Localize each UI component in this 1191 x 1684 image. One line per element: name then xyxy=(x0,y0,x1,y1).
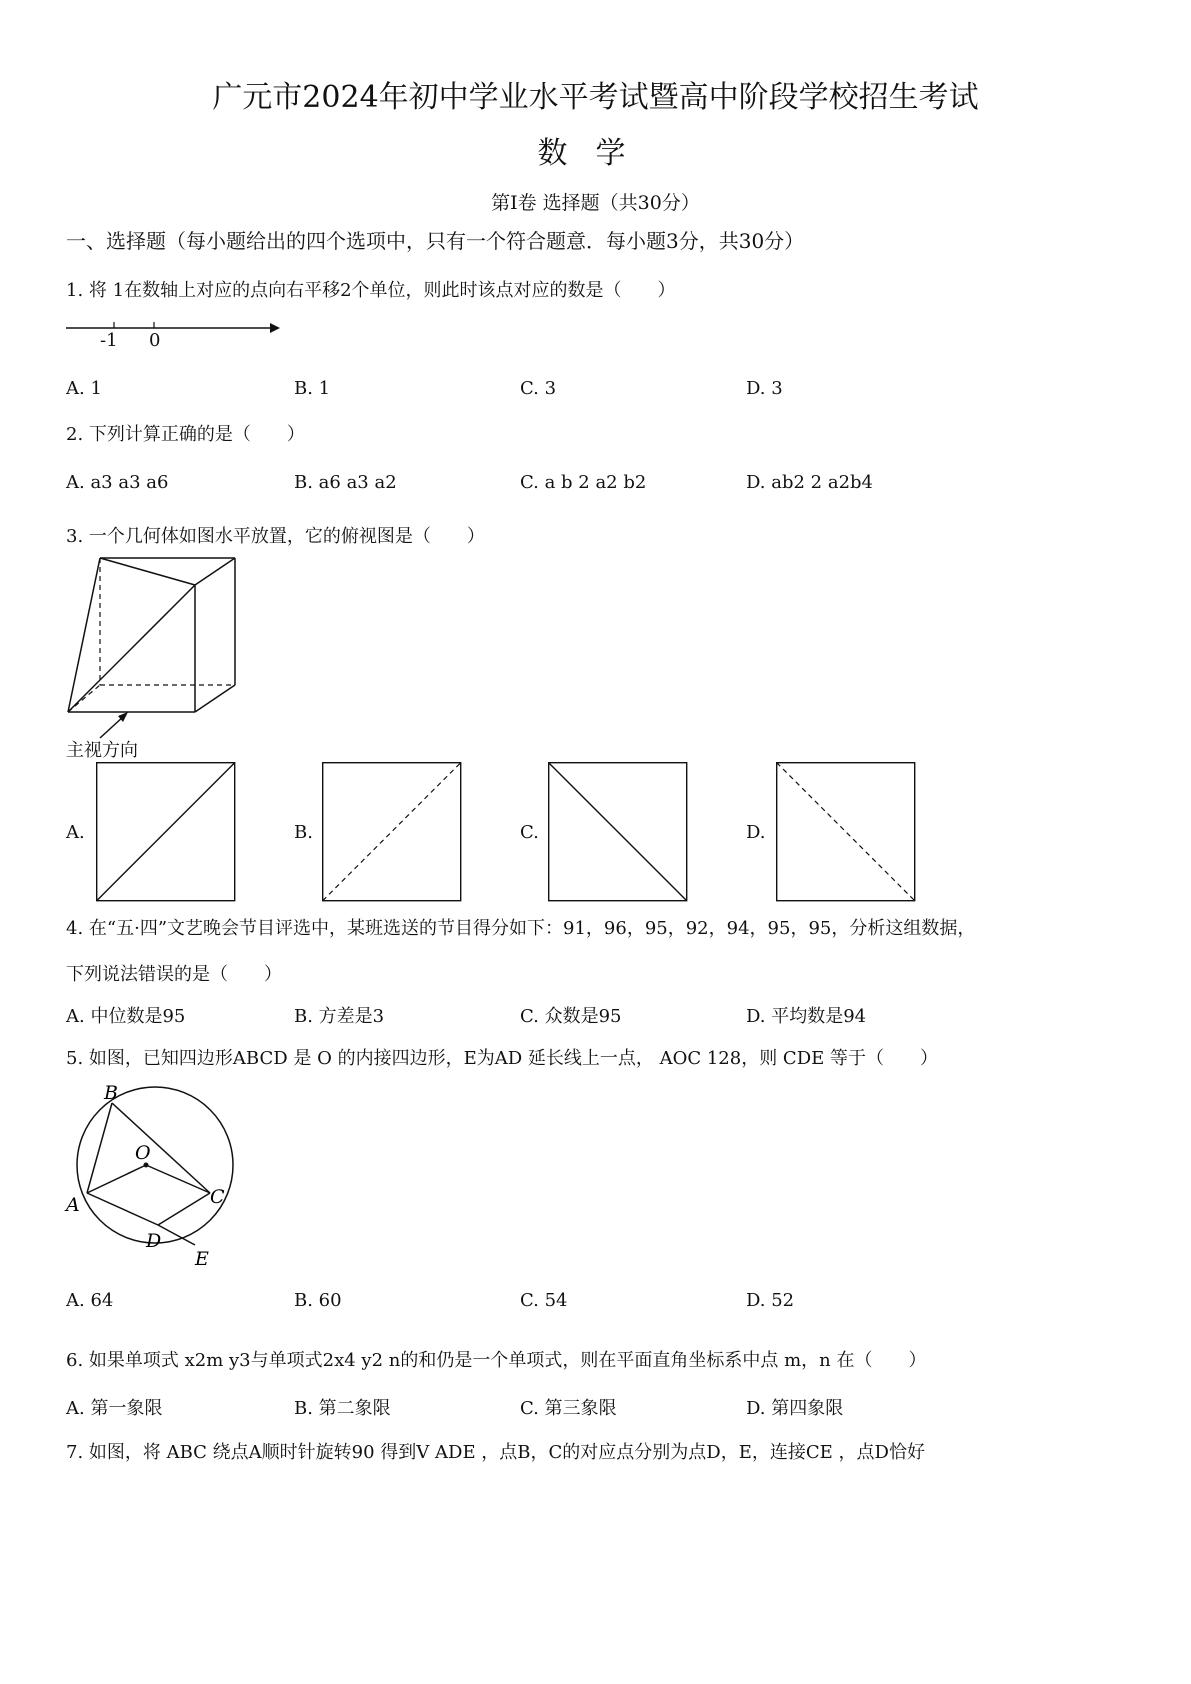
q5-option-b: B. 60 xyxy=(294,1290,342,1311)
question-2-stem: 2. 下列计算正确的是（ ） xyxy=(66,424,305,445)
q6-option-c: C. 第三象限 xyxy=(520,1398,617,1419)
label-o: O xyxy=(135,1142,151,1164)
page-title: 广元市2024年初中学业水平考试暨高中阶段学校招生考试 xyxy=(212,80,979,115)
q3-option-a-figure xyxy=(96,762,236,902)
q5-option-c: C. 54 xyxy=(520,1290,568,1311)
q6-option-d: D. 第四象限 xyxy=(746,1398,844,1419)
label-e: E xyxy=(195,1248,209,1270)
q1-option-b: B. 1 xyxy=(294,378,331,399)
label-b: B xyxy=(104,1082,118,1104)
label-a: A xyxy=(66,1194,80,1216)
q6-option-b: B. 第二象限 xyxy=(294,1398,391,1419)
q6-option-a: A. 第一象限 xyxy=(66,1398,163,1419)
q5-option-d: D. 52 xyxy=(746,1290,795,1311)
q4-option-d: D. 平均数是94 xyxy=(746,1006,867,1027)
q5-option-a: A. 64 xyxy=(66,1290,114,1311)
q2-option-c: C. a b 2 a2 b2 xyxy=(520,472,647,493)
question-6-stem: 6. 如果单项式 x2m y3与单项式2x4 y2 n的和仍是一个单项式，则在平面直角坐标系中点 m，n 在（ ） xyxy=(66,1350,927,1371)
q2-option-a: A. a3 a3 a6 xyxy=(66,472,169,493)
subject-title: 数学 xyxy=(537,136,654,171)
q1-option-d: D. 3 xyxy=(746,378,783,399)
question-7-stem: 7. 如图，将 ABC 绕点A顺时针旋转90 得到V ADE ，点B，C的对应点分别为点D，E，连接CE ，点D恰好 xyxy=(66,1442,925,1463)
q3-option-d-label: D. xyxy=(746,822,766,843)
q3-option-c-label: C. xyxy=(520,822,539,843)
number-line xyxy=(66,318,286,358)
volume-title: 第Ⅰ卷 选择题（共30分） xyxy=(491,192,700,214)
q3-option-d-figure xyxy=(776,762,916,902)
q4-option-c: C. 众数是95 xyxy=(520,1006,622,1027)
axis-label-minus1: -1 xyxy=(100,330,118,351)
axis-label-0: 0 xyxy=(149,330,161,351)
question-5-stem: 5. 如图，已知四边形ABCD 是 O 的内接四边形，E为AD 延长线上一点， AOC 128，则 CDE 等于（ ） xyxy=(66,1048,938,1069)
q4-option-b: B. 方差是3 xyxy=(294,1006,385,1027)
solid-figure xyxy=(60,550,250,740)
question-4-stem-line2: 下列说法错误的是（ ） xyxy=(66,964,282,985)
label-c: C xyxy=(210,1186,225,1208)
q1-option-c: C. 3 xyxy=(520,378,557,399)
question-4-stem-line1: 4. 在“五·四”文艺晚会节目评选中，某班选送的节目得分如下：91，96，95，92，94，95，95，分析这组数据， xyxy=(66,918,976,939)
section-heading: 一、选择题（每小题给出的四个选项中，只有一个符合题意．每小题3分，共30分） xyxy=(66,229,805,253)
direction-label: 主视方向 xyxy=(66,740,138,761)
label-d: D xyxy=(146,1230,162,1252)
q2-option-b: B. a6 a3 a2 xyxy=(294,472,397,493)
question-3-stem: 3. 一个几何体如图水平放置，它的俯视图是（ ） xyxy=(66,526,485,547)
q3-option-b-figure xyxy=(322,762,462,902)
q3-option-c-figure xyxy=(548,762,688,902)
q1-option-a: A. 1 xyxy=(66,378,102,399)
q3-option-a-label: A. xyxy=(66,822,85,843)
question-1-stem: 1. 将 1在数轴上对应的点向右平移2个单位，则此时该点对应的数是（ ） xyxy=(66,280,676,301)
circle-figure xyxy=(60,1082,250,1270)
q2-option-d: D. ab2 2 a2b4 xyxy=(746,472,873,493)
q4-option-a: A. 中位数是95 xyxy=(66,1006,186,1027)
q3-option-b-label: B. xyxy=(294,822,313,843)
